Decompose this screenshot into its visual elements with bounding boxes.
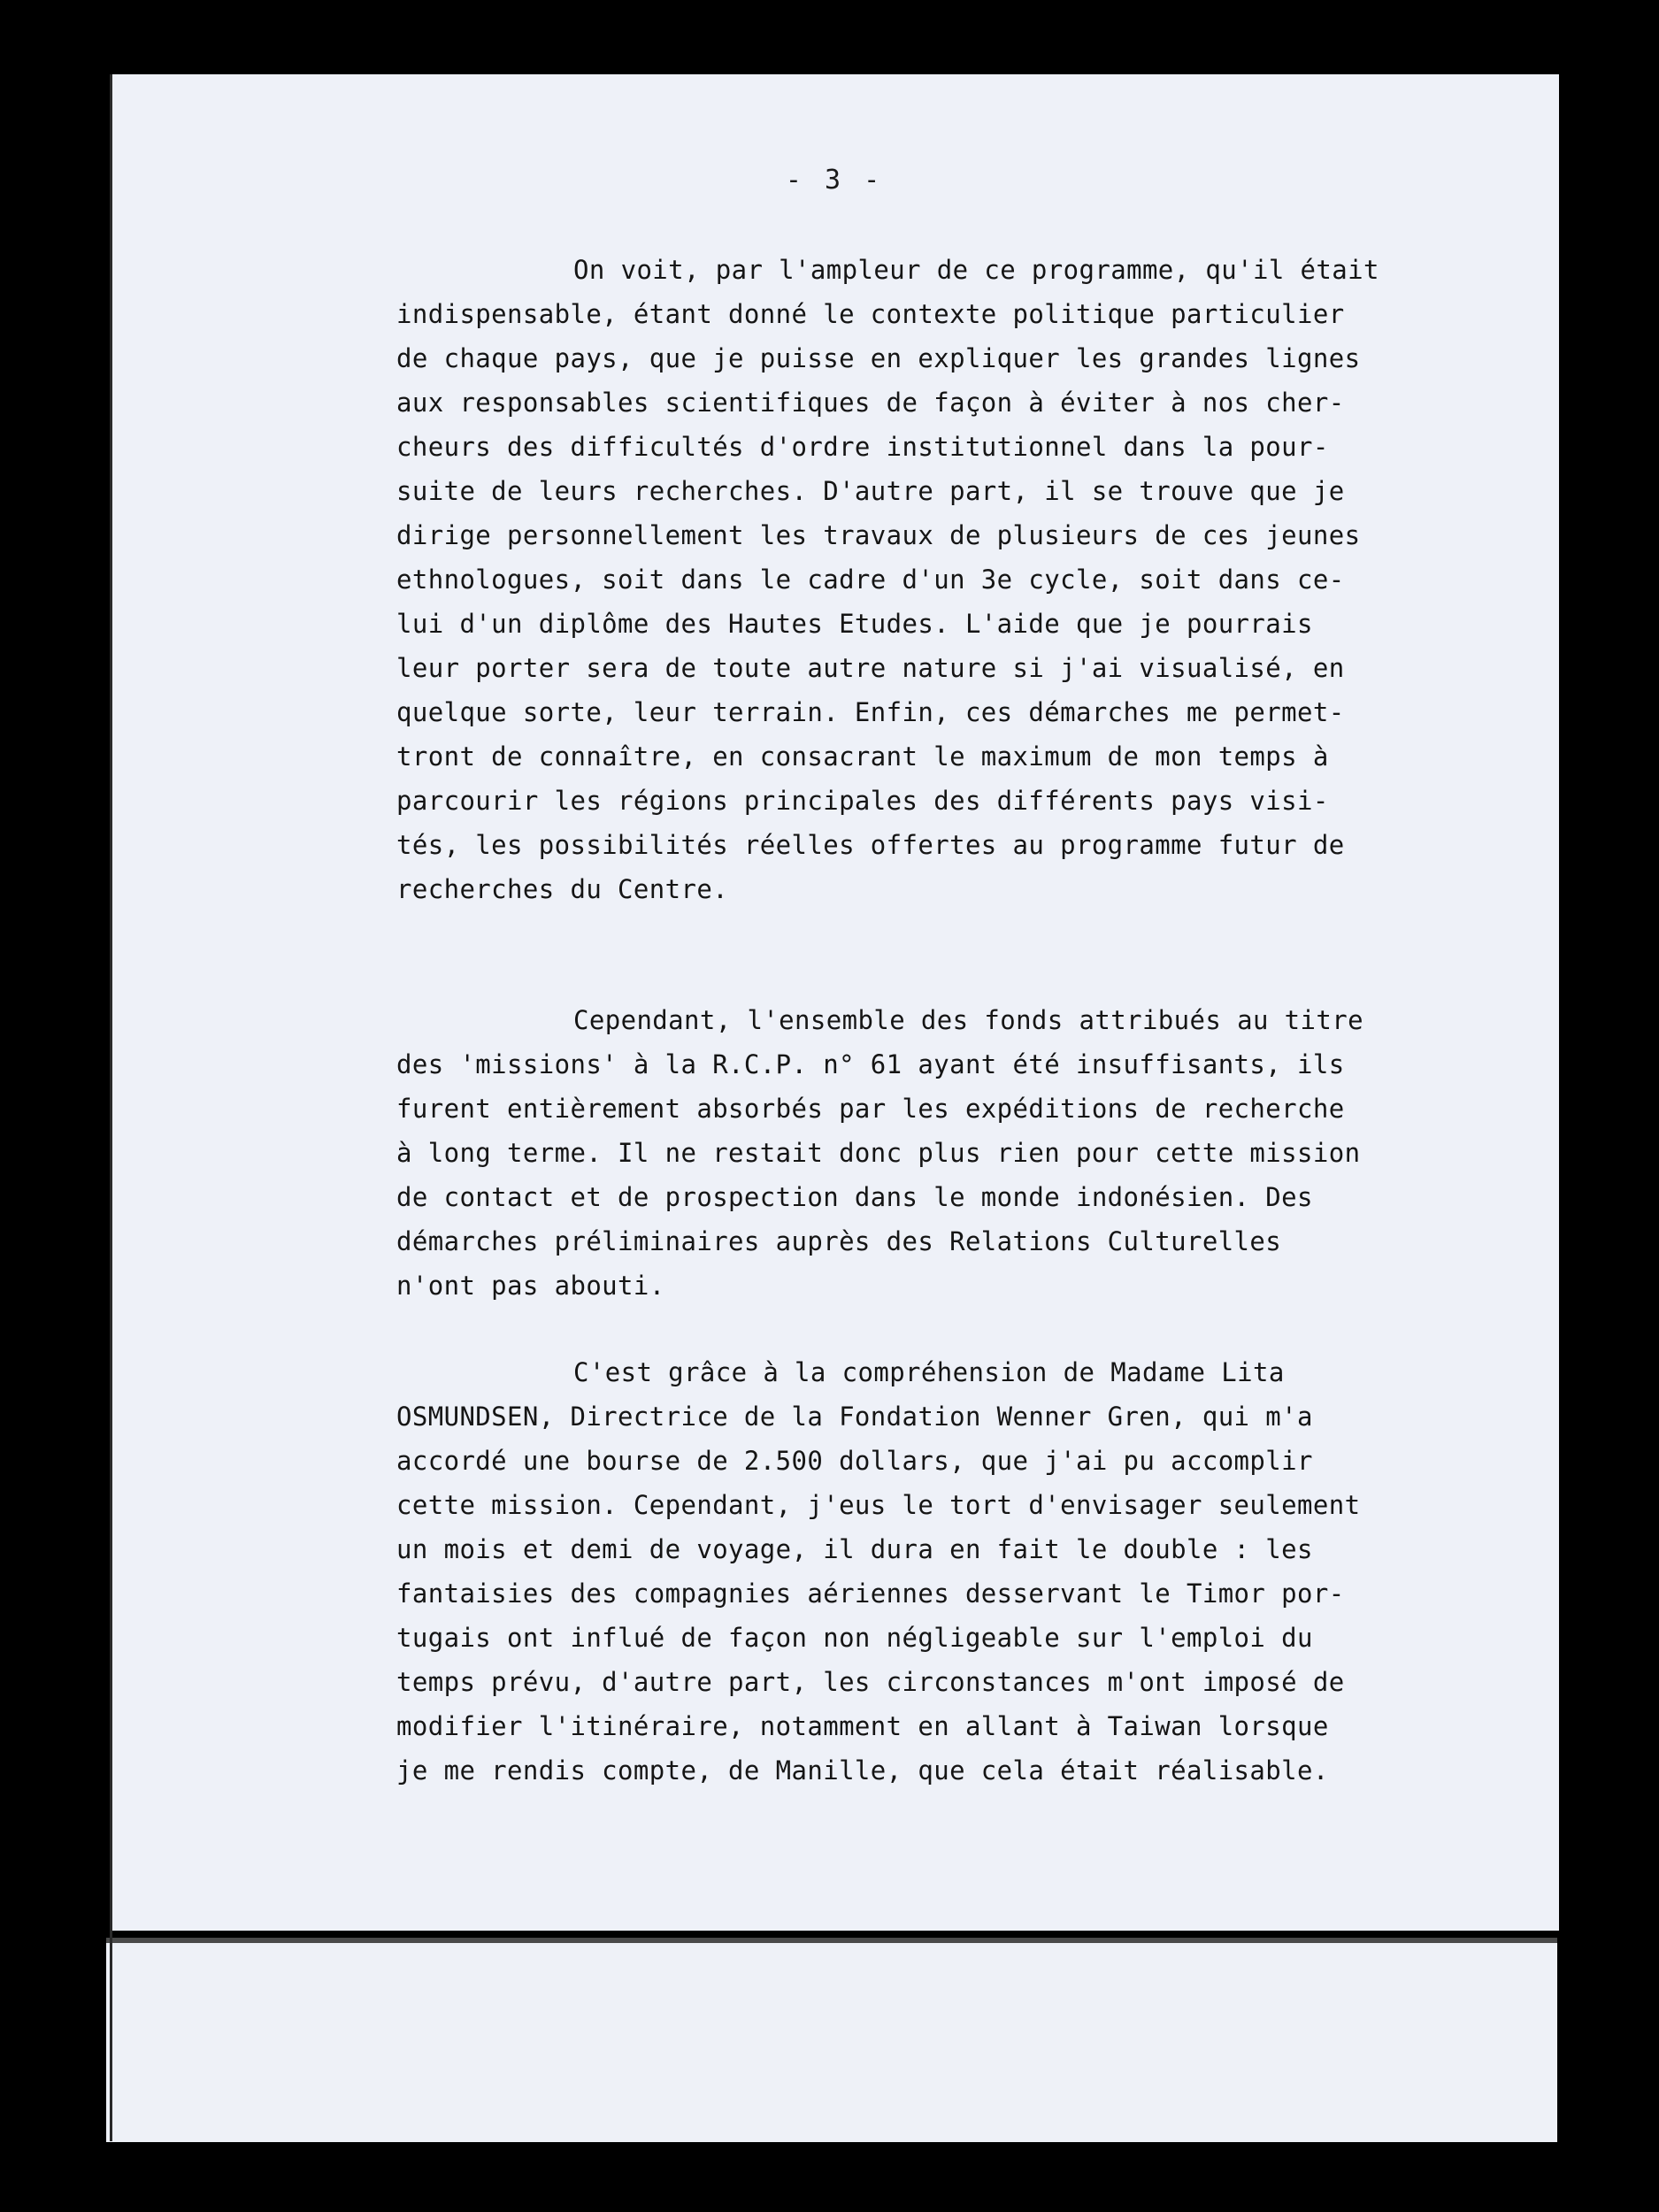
text-line: On voit, par l'ampleur de ce programme, qu'il était	[573, 255, 1379, 285]
text-line: cette mission. Cependant, j'eus le tort d'envisager seulement	[396, 1490, 1361, 1520]
text-line: parcourir les régions principales des différents pays visi-	[396, 786, 1329, 816]
text-line: leur porter sera de toute autre nature si j'ai visualisé, en	[396, 653, 1345, 683]
text-line: furent entièrement absorbés par les expéditions de recherche	[396, 1094, 1345, 1124]
document-page	[110, 74, 1559, 1931]
text-line: quelque sorte, leur terrain. Enfin, ces démarches me permet-	[396, 697, 1345, 727]
paragraph-2	[396, 998, 1635, 1308]
paragraph-1	[396, 248, 1635, 911]
text-line: je me rendis compte, de Manille, que cela était réalisable.	[396, 1755, 1329, 1786]
text-line: un mois et demi de voyage, il dura en fait le double : les	[396, 1534, 1313, 1564]
text-line: dirige personnellement les travaux de plusieurs de ces jeunes	[396, 520, 1361, 550]
underlying-sheet	[106, 1938, 1557, 2142]
text-line: indispensable, étant donné le contexte politique particulier	[396, 299, 1345, 329]
text-line: fantaisies des compagnies aériennes desservant le Timor por-	[396, 1578, 1345, 1609]
text-line: Cependant, l'ensemble des fonds attribués au titre	[573, 1005, 1363, 1035]
text-line: de chaque pays, que je puisse en expliquer les grandes lignes	[396, 343, 1361, 373]
text-line: accordé une bourse de 2.500 dollars, que j'ai pu accomplir	[396, 1446, 1313, 1476]
text-line: n'ont pas abouti.	[396, 1271, 665, 1301]
text-line: cheurs des difficultés d'ordre institutionnel dans la pour-	[396, 432, 1329, 462]
text-line: de contact et de prospection dans le monde indonésien. Des	[396, 1182, 1313, 1212]
text-line: modifier l'itinéraire, notamment en allant à Taiwan lorsque	[396, 1711, 1329, 1741]
text-line: tugais ont influé de façon non négligeable sur l'emploi du	[396, 1623, 1313, 1653]
text-line: ethnologues, soit dans le cadre d'un 3e cycle, soit dans ce-	[396, 565, 1345, 595]
text-line: recherches du Centre.	[396, 874, 729, 904]
text-line: C'est grâce à la compréhension de Madame Lita	[573, 1357, 1285, 1387]
text-line: des 'missions' à la R.C.P. n° 61 ayant été insuffisants, ils	[396, 1049, 1345, 1079]
text-line: à long terme. Il ne restait donc plus rien pour cette mission	[396, 1138, 1361, 1168]
text-line: OSMUNDSEN, Directrice de la Fondation Wenner Gren, qui m'a	[396, 1402, 1313, 1432]
text-line: tront de connaître, en consacrant le maximum de mon temps à	[396, 741, 1329, 772]
text-line: aux responsables scientifiques de façon à éviter à nos cher-	[396, 388, 1345, 418]
text-line: temps prévu, d'autre part, les circonstances m'ont imposé de	[396, 1667, 1345, 1697]
text-line: tés, les possibilités réelles offertes au programme futur de	[396, 830, 1345, 860]
text-line: lui d'un diplôme des Hautes Etudes. L'aide que je pourrais	[396, 609, 1313, 639]
page-number: - 3 -	[785, 165, 884, 196]
paragraph-3	[396, 1350, 1635, 1793]
text-line: suite de leurs recherches. D'autre part, il se trouve que je	[396, 476, 1345, 506]
text-line: démarches préliminaires auprès des Relations Culturelles	[396, 1226, 1282, 1256]
